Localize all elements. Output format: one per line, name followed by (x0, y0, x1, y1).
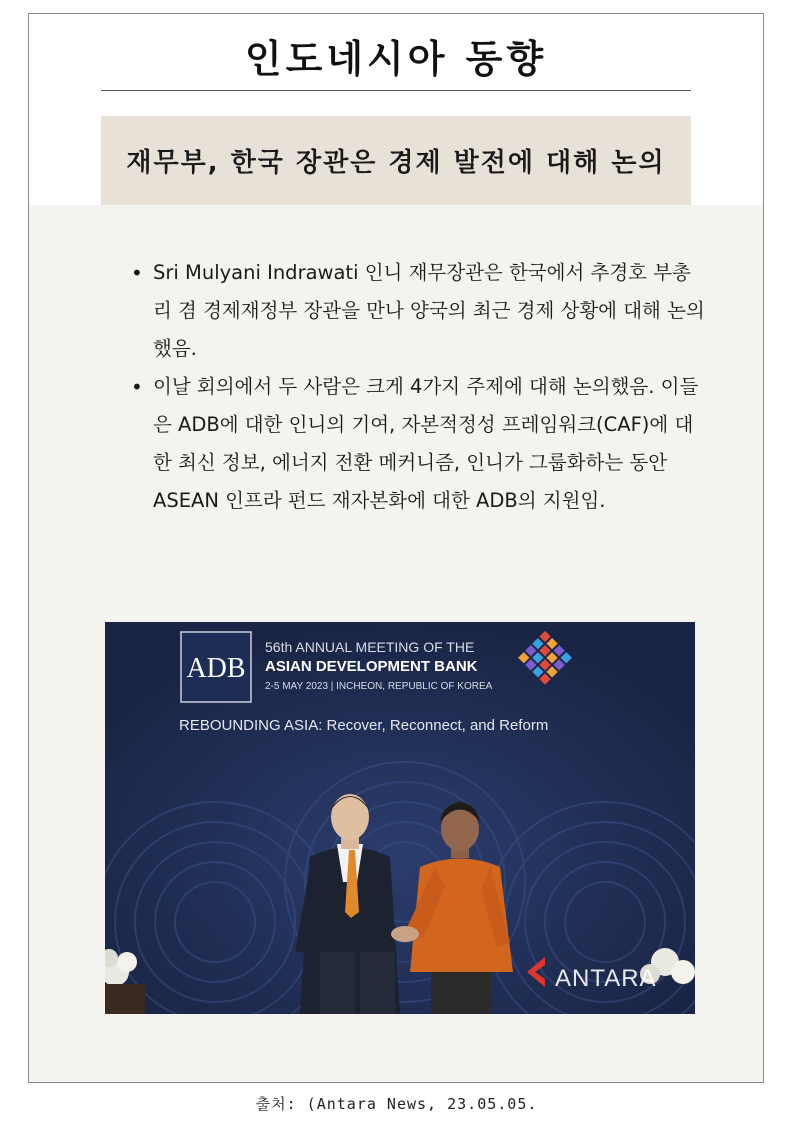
svg-text:ANTARA: ANTARA (555, 965, 657, 992)
adb-logo-text: ADB (186, 653, 246, 684)
bullet-list (129, 254, 709, 520)
banner-line1: 56th ANNUAL MEETING OF THE (265, 639, 475, 655)
banner-line2: ASIAN DEVELOPMENT BANK (265, 658, 478, 675)
bullet-item: • Sri Mulyani Indrawati 인니 재무장관은 한국에서 추경호 부총리 겸 경제재정부 장관을 만나 양국의 최근 경제 상황에 대해 논의했음. (129, 254, 709, 368)
page-title: 인도네시아 동향 (244, 37, 548, 81)
title-divider (101, 90, 691, 91)
photo-illustration (105, 622, 695, 1014)
subtitle-box (101, 116, 691, 205)
news-photo (105, 622, 695, 1014)
bullet-item: • 이날 회의에서 두 사람은 크게 4가지 주제에 대해 논의했음. 이들은 ADB에 대한 인니의 기여, 자본적정성 프레임워크(CAF)에 대한 최신 정보, 에너지 전환 메커니즘, 인니가 그룹화하는 동안 ASEAN 인프라 펀드 재자본화에 대한 ADB의 지원임. (129, 368, 709, 520)
source-citation: 출처: (Antara News, 23.05.05. (255, 1095, 538, 1113)
page-frame (28, 13, 764, 1083)
banner-line3: 2-5 MAY 2023 | INCHEON, REPUBLIC OF KOREA (265, 681, 493, 692)
handshake (391, 926, 419, 942)
article-headline: 재무부, 한국 장관은 경제 발전에 대해 논의 (126, 148, 666, 178)
banner-tagline: REBOUNDING ASIA: Recover, Reconnect, and Reform (179, 717, 549, 734)
